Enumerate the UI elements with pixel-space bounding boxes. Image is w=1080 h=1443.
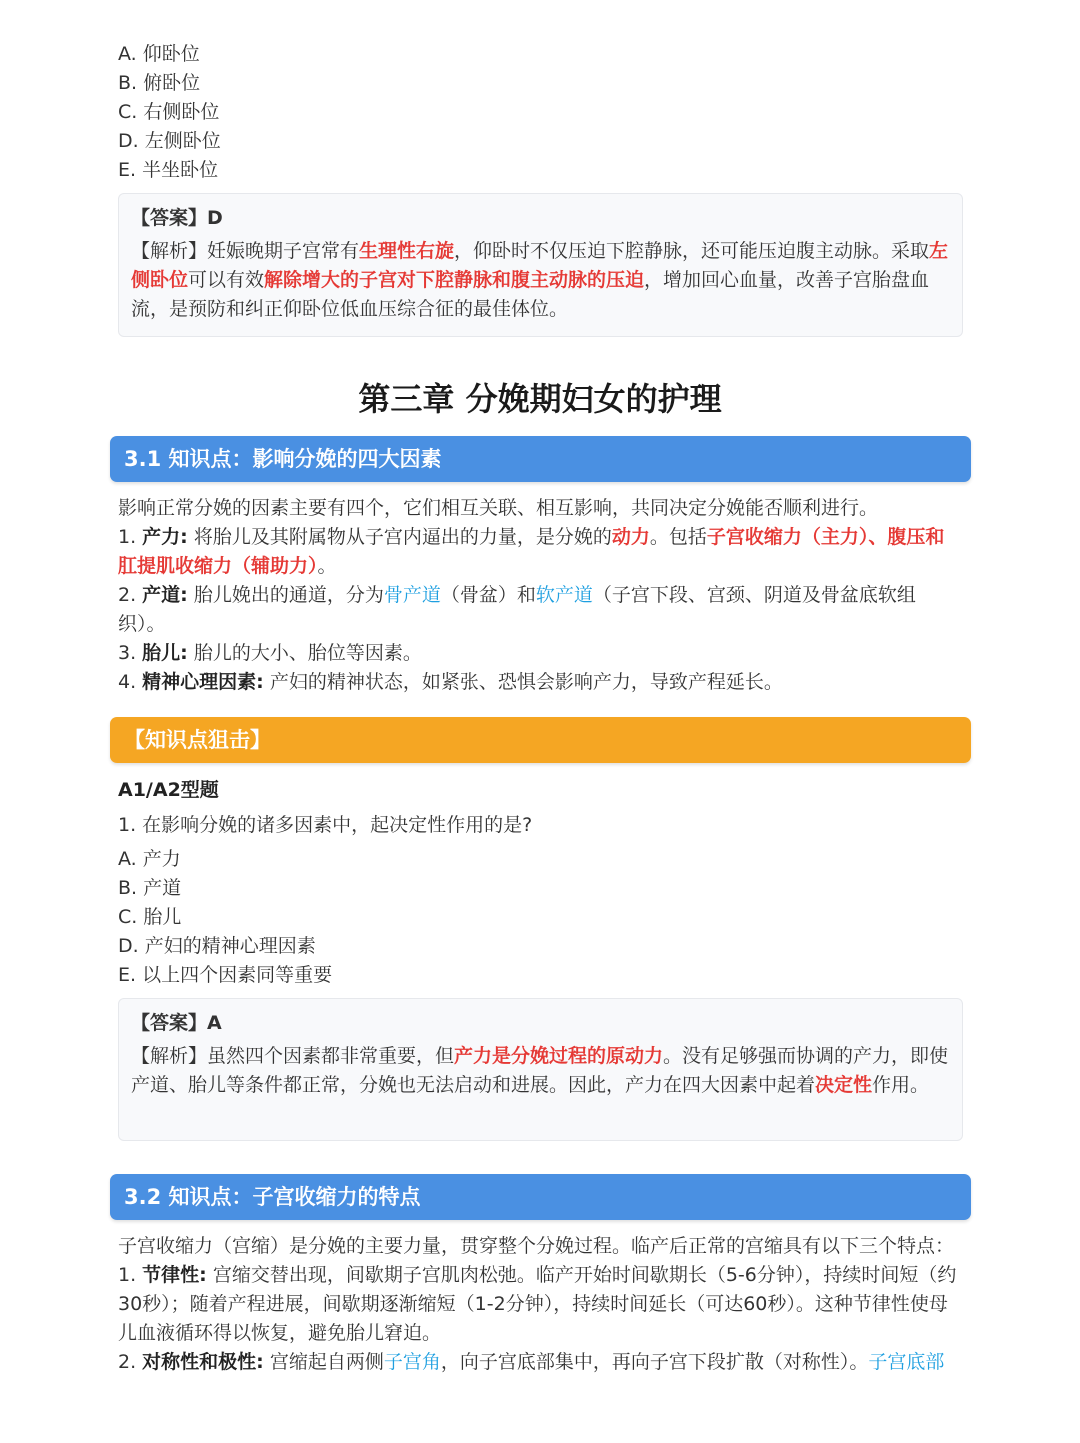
highlight: 解除增大的子宫对下腔静脉和腹主动脉的压迫 xyxy=(264,269,645,291)
question-text: 1. 在影响分娩的诸多因素中，起决定性作用的是? xyxy=(118,814,533,836)
option-c: C. 右侧卧位 xyxy=(118,101,220,123)
explanation-text: ，仰卧时不仅压迫下腔静脉，还可能压迫腹主动脉。采取 xyxy=(454,240,930,262)
explanation-text: 【解析】妊娠晚期子宫常有 xyxy=(131,240,360,262)
item-term: 产力: xyxy=(142,526,188,548)
factor-item xyxy=(118,639,422,668)
highlight: 子宫收缩力（主力）、腹压和肛提肌收缩力（辅助力） xyxy=(118,526,945,577)
item-term: 精神心理因素: xyxy=(142,671,264,693)
explanation-text: 作用。 xyxy=(872,1074,930,1096)
answer-label: 【答案】A xyxy=(131,1012,222,1034)
item-text: 宫缩起自两侧 xyxy=(263,1351,384,1373)
option-c: C. 胎儿 xyxy=(118,906,182,928)
item-number: 1. xyxy=(118,1264,143,1286)
option-b: B. 俯卧位 xyxy=(118,72,201,94)
item-text: 胎儿娩出的通道，分为 xyxy=(187,584,384,606)
option-e: E. 以上四个因素同等重要 xyxy=(118,964,333,986)
item-text: 。 xyxy=(317,555,337,577)
section-header-3-1: 3.1 知识点：影响分娩的四大因素 xyxy=(110,436,971,482)
factor-item xyxy=(118,581,963,639)
item-term: 节律性: xyxy=(142,1264,207,1286)
option-b: B. 产道 xyxy=(118,877,182,899)
item-number: 4. xyxy=(118,671,143,693)
highlight: 动力 xyxy=(611,526,650,548)
feature-item xyxy=(118,1261,963,1348)
item-term: 胎儿: xyxy=(142,642,188,664)
section-intro: 影响正常分娩的因素主要有四个，它们相互关联、相互影响，共同决定分娩能否顺利进行。 xyxy=(118,497,879,519)
item-number: 2. xyxy=(118,1351,143,1373)
question-type: A1/A2型题 xyxy=(118,779,219,801)
answer-box xyxy=(118,193,963,337)
item-term: 对称性和极性: xyxy=(142,1351,264,1373)
explanation-text: 可以有效 xyxy=(188,269,265,291)
item-text: 将胎儿及其附属物从子宫内逼出的力量，是分娩的 xyxy=(187,526,612,548)
highlight: 软产道 xyxy=(535,584,593,606)
highlight: 子宫底部 xyxy=(868,1351,945,1373)
explanation xyxy=(131,237,950,324)
option-e: E. 半坐卧位 xyxy=(118,159,219,181)
item-text: ，向子宫底部集中，再向子宫下段扩散（对称性）。 xyxy=(440,1351,869,1373)
option-d: D. 左侧卧位 xyxy=(118,130,221,152)
explanation xyxy=(131,1042,950,1100)
section-header-3-2: 3.2 知识点：子宫收缩力的特点 xyxy=(110,1174,971,1220)
option-a: A. 仰卧位 xyxy=(118,43,200,65)
item-text: （子宫下段、宫颈、阴道及骨盆底软组织）。 xyxy=(118,584,916,635)
item-term: 产道: xyxy=(142,584,188,606)
highlight: 产力是分娩过程的原动力 xyxy=(454,1045,664,1067)
highlight: 子宫角 xyxy=(383,1351,441,1373)
option-d: D. 产妇的精神心理因素 xyxy=(118,935,316,957)
option-a: A. 产力 xyxy=(118,848,181,870)
item-text: 胎儿的大小、胎位等因素。 xyxy=(187,642,422,664)
item-number: 1. xyxy=(118,526,143,548)
highlight: 生理性右旋 xyxy=(359,240,455,262)
answer-box xyxy=(118,998,963,1141)
answer-label: 【答案】D xyxy=(131,207,223,229)
item-number: 2. xyxy=(118,584,143,606)
highlight: 骨产道 xyxy=(383,584,441,606)
factor-item xyxy=(118,523,963,581)
item-text: （骨盆）和 xyxy=(440,584,536,606)
feature-item xyxy=(118,1348,944,1377)
item-text: 宫缩交替出现，间歇期子宫肌肉松弛。临产开始时间歇期长（5-6分钟），持续时间短（约30秒）；随着产程进展，间歇期逐渐缩短（1-2分钟），持续时间延长（可达60秒）。这种节律性使母儿血液循环得以恢复，避免胎儿窘迫。 xyxy=(118,1264,957,1344)
explanation-text: ，增加回心血量，改善子宫胎盘血流，是预防和纠正仰卧位低血压综合征的最佳体位。 xyxy=(131,269,930,320)
highlight: 决定性 xyxy=(815,1074,873,1096)
highlight: 左侧卧位 xyxy=(131,240,949,291)
section-intro: 子宫收缩力（宫缩）是分娩的主要力量，贯穿整个分娩过程。临产后正常的宫缩具有以下三个特点： xyxy=(118,1235,955,1257)
item-number: 3. xyxy=(118,642,143,664)
knowledge-sniper-header: 【知识点狙击】 xyxy=(110,717,971,763)
chapter-title: 第三章 分娩期妇女的护理 xyxy=(358,380,722,418)
item-text: 。包括 xyxy=(649,526,707,548)
explanation-text: 【解析】虽然四个因素都非常重要，但 xyxy=(131,1045,455,1067)
explanation-text: 。没有足够强而协调的产力，即使产道、胎儿等条件都正常，分娩也无法启动和进展。因此，产力在四大因素中起着 xyxy=(131,1045,949,1096)
factor-item xyxy=(118,668,783,697)
item-text: 产妇的精神状态，如紧张、恐惧会影响产力，导致产程延长。 xyxy=(263,671,783,693)
